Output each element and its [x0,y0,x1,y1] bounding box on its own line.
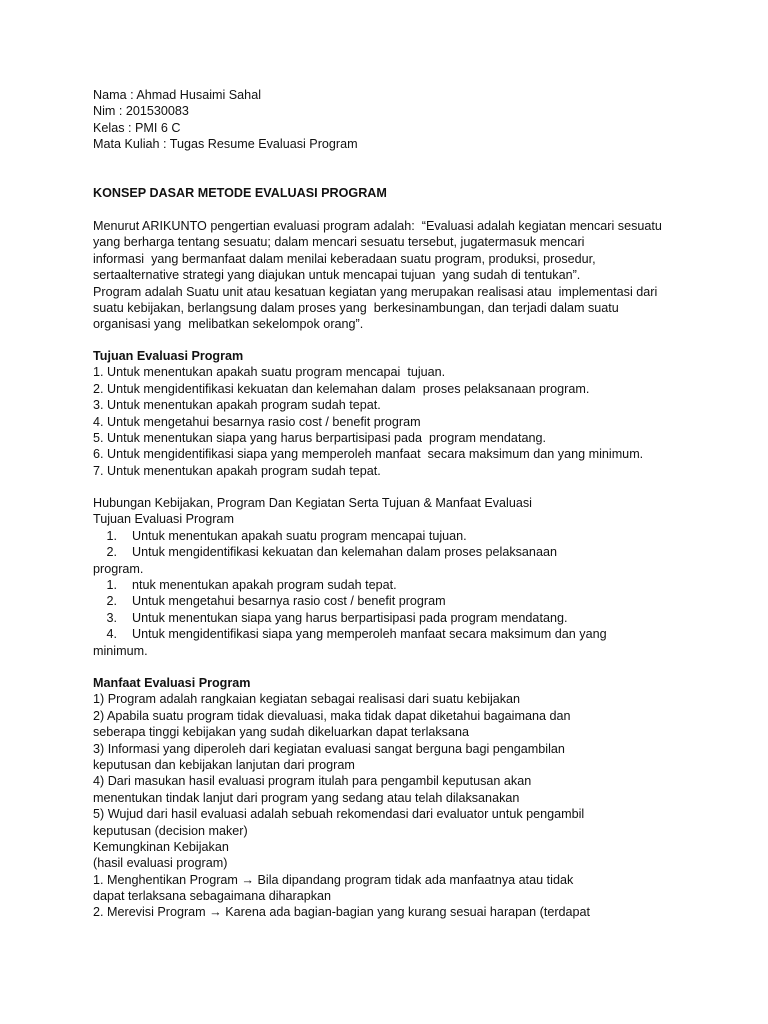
item-number: 4. [106,627,117,642]
hubungan-section [93,495,693,659]
intro-line: Menurut ARIKUNTO pengertian evaluasi program adalah: “Evaluasi adalah kegiatan mencari sesuatu [93,219,662,233]
hubungan-subheading: Tujuan Evaluasi Program [93,512,234,527]
list-item: 6. Untuk mengidentifikasi siapa yang memperoleh manfaat secara maksimum dan yang minimum. [93,447,644,462]
manfaat-line: seberapa tinggi kebijakan yang sudah dikeluarkan dapat terlaksana [93,725,469,740]
item-number: 3. [106,610,117,625]
student-info [93,87,693,153]
wrapped-text: program. [93,561,144,576]
list-item: 1. Untuk menentukan apakah suatu program mencapai tujuan. [93,365,446,380]
intro-line: suatu kebijakan, berlangsung dalam proses yang berkesinambungan, dan terjadi dalam suatu [93,300,619,315]
numbered-item [93,593,693,609]
manfaat-line: dapat terlaksana sebagaimana diharapkan [93,889,332,904]
intro-line: yang berharga tentang sesuatu; dalam mencari sesuatu tersebut, jugatermasuk mencari [93,235,585,250]
course-line: Mata Kuliah : Tugas Resume Evaluasi Program [93,137,358,152]
class-line: Kelas : PMI 6 C [93,120,181,135]
list-item: 5. Untuk menentukan siapa yang harus berpartisipasi pada program mendatang. [93,430,546,445]
list-item: 4. Untuk mengetahui besarnya rasio cost / benefit program [93,414,421,429]
manfaat-line: keputusan (decision maker) [93,823,248,838]
nim-line: Nim : 201530083 [93,104,189,119]
item-text: Untuk menentukan apakah suatu program mencapai tujuan. [132,528,467,543]
item-number: 2. [106,545,117,560]
list-item: 7. Untuk menentukan apakah program sudah tepat. [93,463,381,478]
item-text: Untuk menentukan siapa yang harus berpartisipasi pada program mendatang. [132,610,568,625]
intro-line: sertaalternative strategi yang diajukan untuk mencapai tujuan yang sudah di tentukan”. [93,268,581,283]
manfaat-line: (hasil evaluasi program) [93,856,228,871]
manfaat-line: 5) Wujud dari hasil evaluasi adalah sebuah rekomendasi dari evaluator untuk pengambil [93,807,585,822]
manfaat-line: 1. Menghentikan Program → Bila dipandang program tidak ada manfaatnya atau tidak [93,872,574,887]
item-number: 1. [106,528,117,543]
tujuan-heading: Tujuan Evaluasi Program [93,349,244,363]
document-title: KONSEP DASAR METODE EVALUASI PROGRAM [93,186,387,200]
manfaat-line: 2. Merevisi Program → Karena ada bagian-bagian yang kurang sesuai harapan (terdapat [93,905,591,920]
list-item: 3. Untuk menentukan apakah program sudah tepat. [93,398,381,413]
tujuan-section [93,348,693,479]
numbered-item [93,626,693,642]
item-number: 1. [106,577,117,592]
manfaat-section [93,675,693,921]
name-line: Nama : Ahmad Husaimi Sahal [93,88,261,102]
manfaat-line: 4) Dari masukan hasil evaluasi program itulah para pengambil keputusan akan [93,774,532,789]
hubungan-heading: Hubungan Kebijakan, Program Dan Kegiatan Serta Tujuan & Manfaat Evaluasi [93,496,532,510]
intro-paragraph [93,218,693,333]
manfaat-line: menentukan tindak lanjut dari program yang sedang atau telah dilaksanakan [93,790,520,805]
manfaat-line: 1) Program adalah rangkaian kegiatan sebagai realisasi dari suatu kebijakan [93,692,521,707]
document-title-block [93,185,693,201]
item-number: 2. [106,594,117,609]
manfaat-line: 2) Apabila suatu program tidak dievaluasi, maka tidak dapat diketahui bagaimana dan [93,708,571,723]
numbered-item [93,610,693,626]
manfaat-line: keputusan dan kebijakan lanjutan dari program [93,757,355,772]
numbered-item [93,528,693,544]
list-item: 2. Untuk mengidentifikasi kekuatan dan kelemahan dalam proses pelaksanaan program. [93,381,590,396]
intro-line: informasi yang bermanfaat dalam menilai keberadaan suatu program, produksi, prosedur, [93,251,596,266]
intro-line: Program adalah Suatu unit atau kesatuan kegiatan yang merupakan realisasi atau implementasi dari [93,284,658,299]
item-text: Untuk mengetahui besarnya rasio cost / benefit program [132,594,446,609]
numbered-item [93,544,693,560]
wrapped-text: minimum. [93,643,148,658]
manfaat-line: Kemungkinan Kebijakan [93,839,229,854]
numbered-item [93,577,693,593]
manfaat-heading: Manfaat Evaluasi Program [93,676,251,690]
item-text: Untuk mengidentifikasi kekuatan dan kelemahan dalam proses pelaksanaan [132,545,557,560]
manfaat-line: 3) Informasi yang diperoleh dari kegiatan evaluasi sangat berguna bagi pengambilan [93,741,565,756]
intro-line: organisasi yang melibatkan sekelompok orang”. [93,317,364,332]
item-text: Untuk mengidentifikasi siapa yang memperoleh manfaat secara maksimum dan yang [132,627,607,642]
item-text: ntuk menentukan apakah program sudah tepat. [132,577,397,592]
